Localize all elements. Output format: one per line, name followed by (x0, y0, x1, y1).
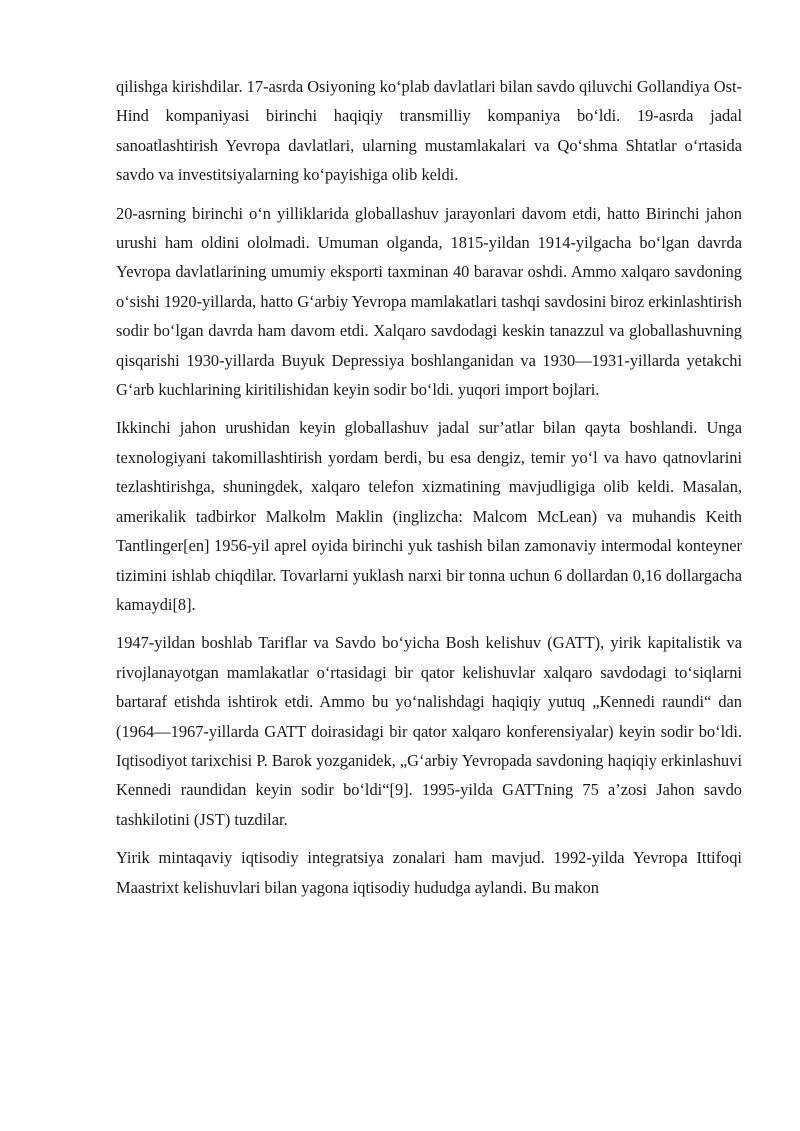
paragraph: Yirik mintaqaviy iqtisodiy integratsiya zonalari ham mavjud. 1992-yilda Yevropa Ittifoqi Maastrixt kelishuvlari bilan yagona iqtisodiy hududga aylandi. Bu makon (116, 848, 742, 897)
document-page (116, 72, 742, 911)
paragraph: 20-asrning birinchi o‘n yilliklarida globallashuv jarayonlari davom etdi, hatto Birinchi jahon urushi ham oldini ololmadi. Umuman olganda, 1815-yildan 1914-yilgacha bo‘lgan davrda Yevropa davlatlarining umumiy eksporti taxminan 40 baravar oshdi. Ammo xalqaro savdoning o‘sishi 1920-yillarda, hatto G‘arbiy Yevropa mamlakatlari tashqi savdosini biroz erkinlashtirish sodir bo‘lgan davrda ham davom etdi. Xalqaro savdodagi keskin tanazzul va globallashuvning qisqarishi 1930-yillarda Buyuk Depressiya boshlanganidan va 1930—1931-yillarda yetakchi G‘arb kuchlarining kiritilishidan keyin sodir bo‘ldi. yuqori import bojlari. (116, 203, 742, 400)
paragraph: qilishga kirishdilar. 17-asrda Osiyoning ko‘plab davlatlari bilan savdo qiluvchi Gollandiya Ost-Hind kompaniyasi birinchi haqiqiy transmilliy kompaniya bo‘ldi. 19-asrda jadal sanoatlashtirish Yevropa davlatlari, ularning mustamlakalari va Qo‘shma Shtatlar o‘rtasida savdo va investitsiyalarning ko‘payishiga olib keldi. (116, 77, 742, 185)
paragraph: 1947-yildan boshlab Tariflar va Savdo bo‘yicha Bosh kelishuv (GATT), yirik kapitalistik va rivojlanayotgan mamlakatlar o‘rtasidagi bir qator kelishuvlar xalqaro savdodagi to‘siqlarni bartaraf etishda ishtirok etdi. Ammo bu yo‘nalishdagi haqiqiy yutuq „Kennedi raundi“ dan (1964—1967-yillarda GATT doirasidagi bir qator xalqaro konferensiyalar) keyin sodir bo‘ldi. Iqtisodiyot tarixchisi P. Barok yozganidek, „G‘arbiy Yevropada savdoning haqiqiy erkinlashuvi Kennedi raundidan keyin sodir bo‘ldi“[9]. 1995-yilda GATTning 75 a’zosi Jahon savdo tashkilotini (JST) tuzdilar. (116, 633, 742, 829)
paragraph: Ikkinchi jahon urushidan keyin globallashuv jadal sur’atlar bilan qayta boshlandi. Unga texnologiyani takomillashtirish yordam berdi, bu esa dengiz, temir yo‘l va havo qatnovlarini tezlashtirishga, shuningdek, xalqaro telefon xizmatining mavjudligiga olib keldi. Masalan, amerikalik tadbirkor Malkolm Maklin (inglizcha: Malcom McLean) va muhandis Keith Tantlinger[en] 1956-yil aprel oyida birinchi yuk tashish bilan zamonaviy intermodal konteyner tizimini ishlab chiqdilar. Tovarlarni yuklash narxi bir tonna uchun 6 dollardan 0,16 dollargacha kamaydi[8]. (116, 418, 742, 614)
